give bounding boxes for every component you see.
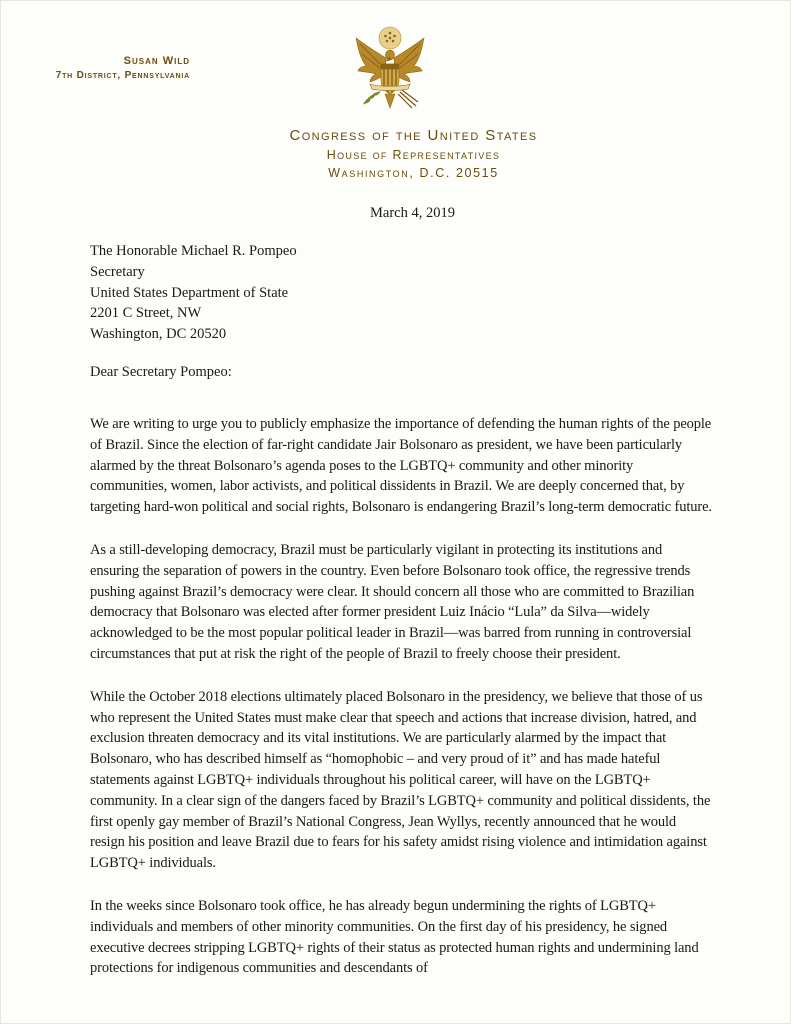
body-paragraph: As a still-developing democracy, Brazil must be particularly vigilant in protecting its institutions and ensuring the separation of powers in the country. Even before Bolsonaro took office, the regressive trends pushing against Brazil’s democracy were clear. It should concern all those who are committed to Brazilian democracy that Bolsonaro was elected after former president Luiz Inácio “Lula” da Silva—widely acknowledged to be the most popular political leader in Brazil—was barred from running in controversial circumstances that put at risk the right of the people of Brazil to freely choose their president. [90,541,695,662]
addressee-line: Secretary [90,263,145,280]
body-paragraph: In the weeks since Bolsonaro took office, he has already begun undermining the rights of LGBTQ+ individuals and members of other minority communities. On the first day of his presidency, he signed executive decrees stripping LGBTQ+ rights of their status as protected human rights and undermining land protections for indigenous communities and descendants of [90,897,699,977]
body-paragraph: We are writing to urge you to publicly emphasize the importance of defending the human rights of the people of Brazil. Since the election of far-right candidate Jair Bolsonaro as president, we have been particularly alarmed by the threat Bolsonaro’s agenda poses to the LGBTQ+ community and other minority communities, women, labor activists, and political dissidents in Brazil. We are deeply concerned that, by targeting hard-won political and social rights, Bolsonaro is endangering Brazil’s long-term democratic future. [90,416,712,516]
letterhead-house: House of Representatives [326,148,501,162]
salutation: Dear Secretary Pompeo: [90,364,232,380]
letter-date: March 4, 2019 [370,205,455,221]
addressee-line: 2201 C Street, NW [90,305,202,322]
sender-district: 7th District, Pennsylvania [55,70,190,81]
letter-body [90,414,712,1001]
sender-block [0,55,190,81]
letterhead-congress: Congress of the United States [289,127,538,144]
addressee-line: Washington, DC 20520 [90,326,227,343]
letterhead-address: Washington, D.C. 20515 [328,166,499,180]
body-paragraph: While the October 2018 elections ultimately placed Bolsonaro in the presidency, we believe that those of us who represent the United States must make clear that speech and actions that increase division, hatred, and exclusion threaten democracy and its vital institutions. We are particularly alarmed by the impact that Bolsonaro, who has described himself as “homophobic – and very proud of it” and has made hateful statements against LGBTQ+ individuals throughout his political career, will have on the LGBTQ+ community. In a clear sign of the dangers faced by Brazil’s LGBTQ+ community and political dissidents, the first openly gay member of Brazil’s National Congress, Jean Wyllys, recently announced that he would resign his position and leave Brazil due to fears for his safety amidst rising violence and intimidation against LGBTQ+ individuals. [90,688,711,872]
letterhead [0,127,791,180]
addressee-line: The Honorable Michael R. Pompeo [90,243,297,259]
sender-name: Susan Wild [123,55,190,67]
addressee-block [90,241,297,345]
addressee-line: United States Department of State [90,284,289,301]
great-seal-eagle-icon [350,24,430,116]
